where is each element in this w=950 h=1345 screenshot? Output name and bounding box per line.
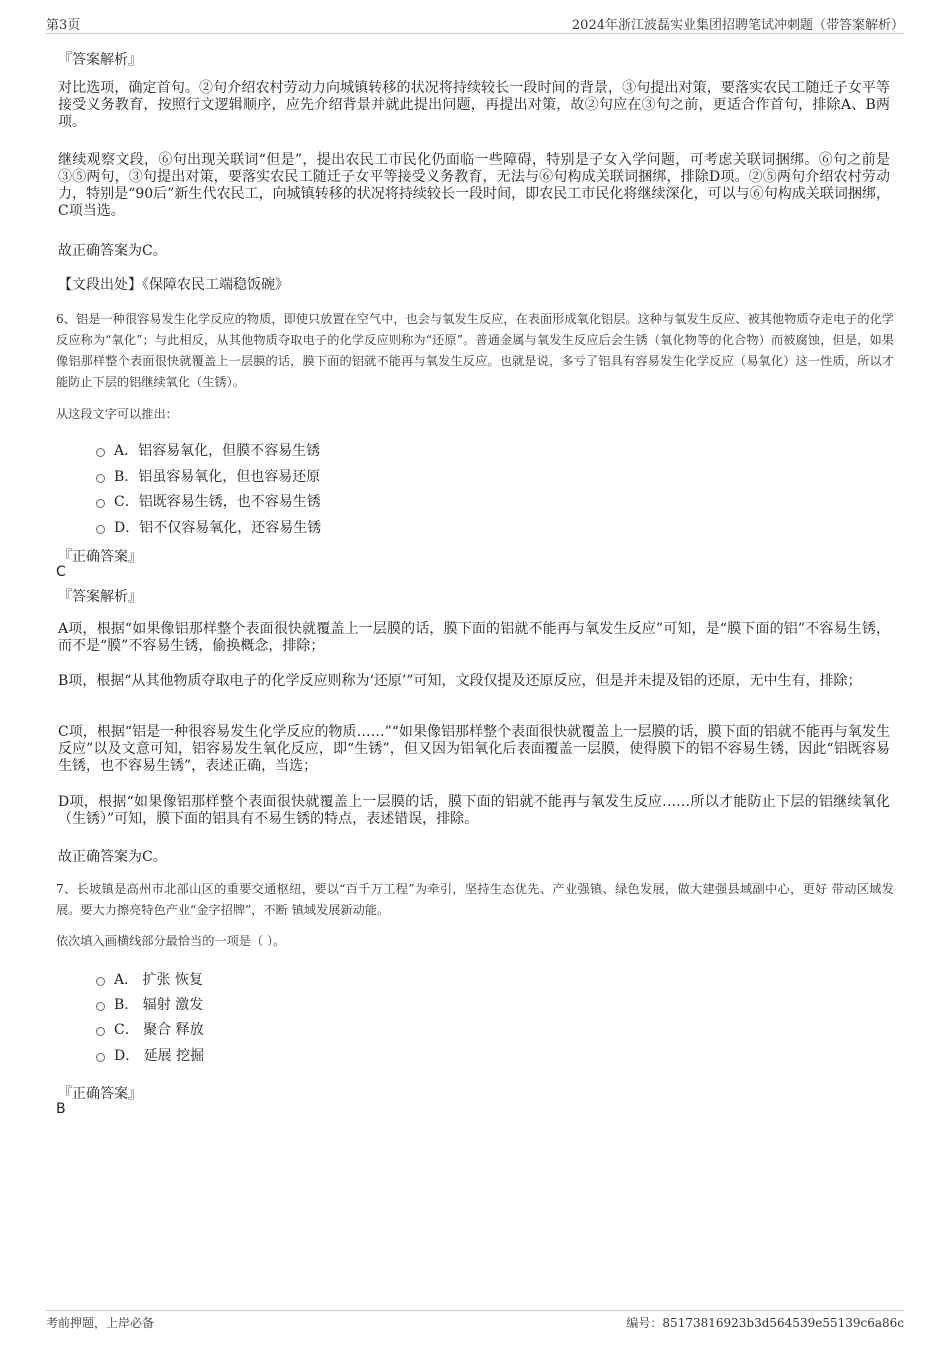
q7-option-c[interactable] <box>96 1019 204 1039</box>
q6-analysis-label: 『答案解析』 <box>58 589 142 605</box>
q6-analysis-c: C项，根据“铝是一种很容易发生化学反应的物质……”“如果像铝那样整个表面很快就覆盖上一层膜的话，膜下面的铝就不能再与氧发生反应”以及文意可知，铝容易发生氧化反应，即“生锈”，但又因为铝氧化后表面覆盖一层膜，使得膜下的铝不容易生锈，因此“铝既容易生锈，也不容易生锈”，表述正确，当选； <box>58 724 890 774</box>
q6-analysis-b: B项，根据“从其他物质夺取电子的化学反应则称为‘还原’”可知，文段仅提及还原反应，但是并未提及铝的还原，无中生有，排除； <box>58 673 862 689</box>
q6-analysis-d: D项，根据“如果像铝那样整个表面很快就覆盖上一层膜的话，膜下面的铝就不能再与氧发生反应……所以才能防止下层的铝继续氧化（生锈）”可知，膜下面的铝具有不易生锈的特点，表述错误，排除。 <box>58 794 890 827</box>
q5-analysis-label: 『答案解析』 <box>58 52 142 68</box>
q5-conclusion: 故正确答案为C。 <box>58 243 167 259</box>
q6-option-a-label: A．铝容易氧化，但膜不容易生锈 <box>114 443 321 459</box>
radio-icon[interactable] <box>96 1053 105 1062</box>
q6-option-d-label: D．铝不仅容易氧化，还容易生锈 <box>114 520 322 536</box>
q7-option-d-label: D． 延展 挖掘 <box>114 1048 205 1064</box>
footer-slogan: 考前押题，上岸必备 <box>46 1316 155 1330</box>
q6-analysis-a: A项，根据“如果像铝那样整个表面很快就覆盖上一层膜的话，膜下面的铝就不能再与氧发生反应”可知，是“膜下面的铝”不容易生锈，而不是“膜”不容易生锈，偷换概念，排除； <box>58 621 890 654</box>
radio-icon[interactable] <box>96 448 105 457</box>
q7-correct-answer: B <box>56 1101 66 1117</box>
q7-question-text: 7、长坡镇是高州市北部山区的重要交通枢纽，要以“百千万工程”为牵引，坚持生态优先、产业强镇、绿色发展，做大建强县域副中心，更好 带动区域发展。要大力擦亮特色产业“金字招牌”，不断 镇域发展新动能。 <box>56 882 894 917</box>
footer-divider <box>46 1310 904 1311</box>
q5-source: 【文段出处】《保障农民工端稳饭碗》 <box>58 277 289 293</box>
q6-option-d[interactable] <box>96 517 321 537</box>
q6-prompt: 从这段文字可以推出： <box>56 407 178 421</box>
radio-icon[interactable] <box>96 1002 105 1011</box>
q5-analysis-paragraph-2: 继续观察文段，⑥句出现关联词“但是”，提出农民工市民化仍面临一些障碍，特别是子女入学问题，可考虑关联词捆绑。⑥句之前是③⑤两句，③句提出对策，要落实农民工随迁子女平等接受义务教育，无法与⑥句构成关联词捆绑，排除D项。②⑤两句介绍农村劳动力，特别是“90后”新生代农民工，向城镇转移的状况将持续较长一段时间，即农民工市民化将继续深化，可以与⑥句构成关联词捆绑，C项当选。 <box>58 152 890 219</box>
q6-option-a[interactable] <box>96 440 320 460</box>
q5-analysis-paragraph-1: 对比选项，确定首句。②句介绍农村劳动力向城镇转移的状况将持续较长一段时间的背景，③句提出对策，要落实农民工随迁子女平等接受义务教育，按照行文逻辑顺序，应先介绍背景并就此提出问题，再提出对策，故②句应在③句之前，更适合作首句，排除A、B两项。 <box>58 80 890 130</box>
q7-prompt: 依次填入画横线部分最恰当的一项是（ ）。 <box>56 934 286 948</box>
radio-icon[interactable] <box>96 1027 105 1036</box>
q7-option-c-label: C． 聚合 释放 <box>114 1022 204 1038</box>
q7-option-a-label: A． 扩张 恢复 <box>114 972 204 988</box>
radio-icon[interactable] <box>96 977 105 986</box>
header-divider <box>46 33 904 34</box>
q7-option-a[interactable] <box>96 969 203 989</box>
page-number: 第3页 <box>46 18 81 33</box>
radio-icon[interactable] <box>96 525 105 534</box>
q6-correct-label: 『正确答案』 <box>58 549 142 565</box>
q6-option-b-label: B．铝虽容易氧化，但也容易还原 <box>114 469 321 485</box>
document-title: 2024年浙江波磊实业集团招聘笔试冲刺题（带答案解析） <box>571 18 904 33</box>
q7-correct-label: 『正确答案』 <box>58 1086 142 1102</box>
q7-option-b-label: B． 辐射 激发 <box>114 997 204 1013</box>
q6-conclusion: 故正确答案为C。 <box>58 849 167 865</box>
radio-icon[interactable] <box>96 499 105 508</box>
q7-option-b[interactable] <box>96 994 203 1014</box>
q6-correct-answer: C <box>56 564 66 580</box>
q6-option-c[interactable] <box>96 491 321 511</box>
q6-option-b[interactable] <box>96 466 320 486</box>
radio-icon[interactable] <box>96 474 105 483</box>
q7-option-d[interactable] <box>96 1045 204 1065</box>
q6-question-text: 6、铝是一种很容易发生化学反应的物质，即使只放置在空气中，也会与氧发生反应，在表面形成氧化铝层。这种与氧发生反应、被其他物质夺走电子的化学反应称为“氧化”；与此相反，从其他物质夺取电子的化学反应则称为“还原”。普通金属与氧发生反应后会生锈（氧化物等的化合物）而被腐蚀，但是，如果像铝那样整个表面很快就覆盖上一层膜的话，膜下面的铝就不能再与氧发生反应。也就是说，多亏了铝具有容易发生化学反应（易氧化）这一性质，所以才能防止下层的铝继续氧化（生锈）。 <box>56 312 894 389</box>
q6-option-c-label: C．铝既容易生锈，也不容易生锈 <box>114 494 321 510</box>
document-id: 编号：85173816923b3d564539e55139c6a86c <box>626 1316 904 1330</box>
